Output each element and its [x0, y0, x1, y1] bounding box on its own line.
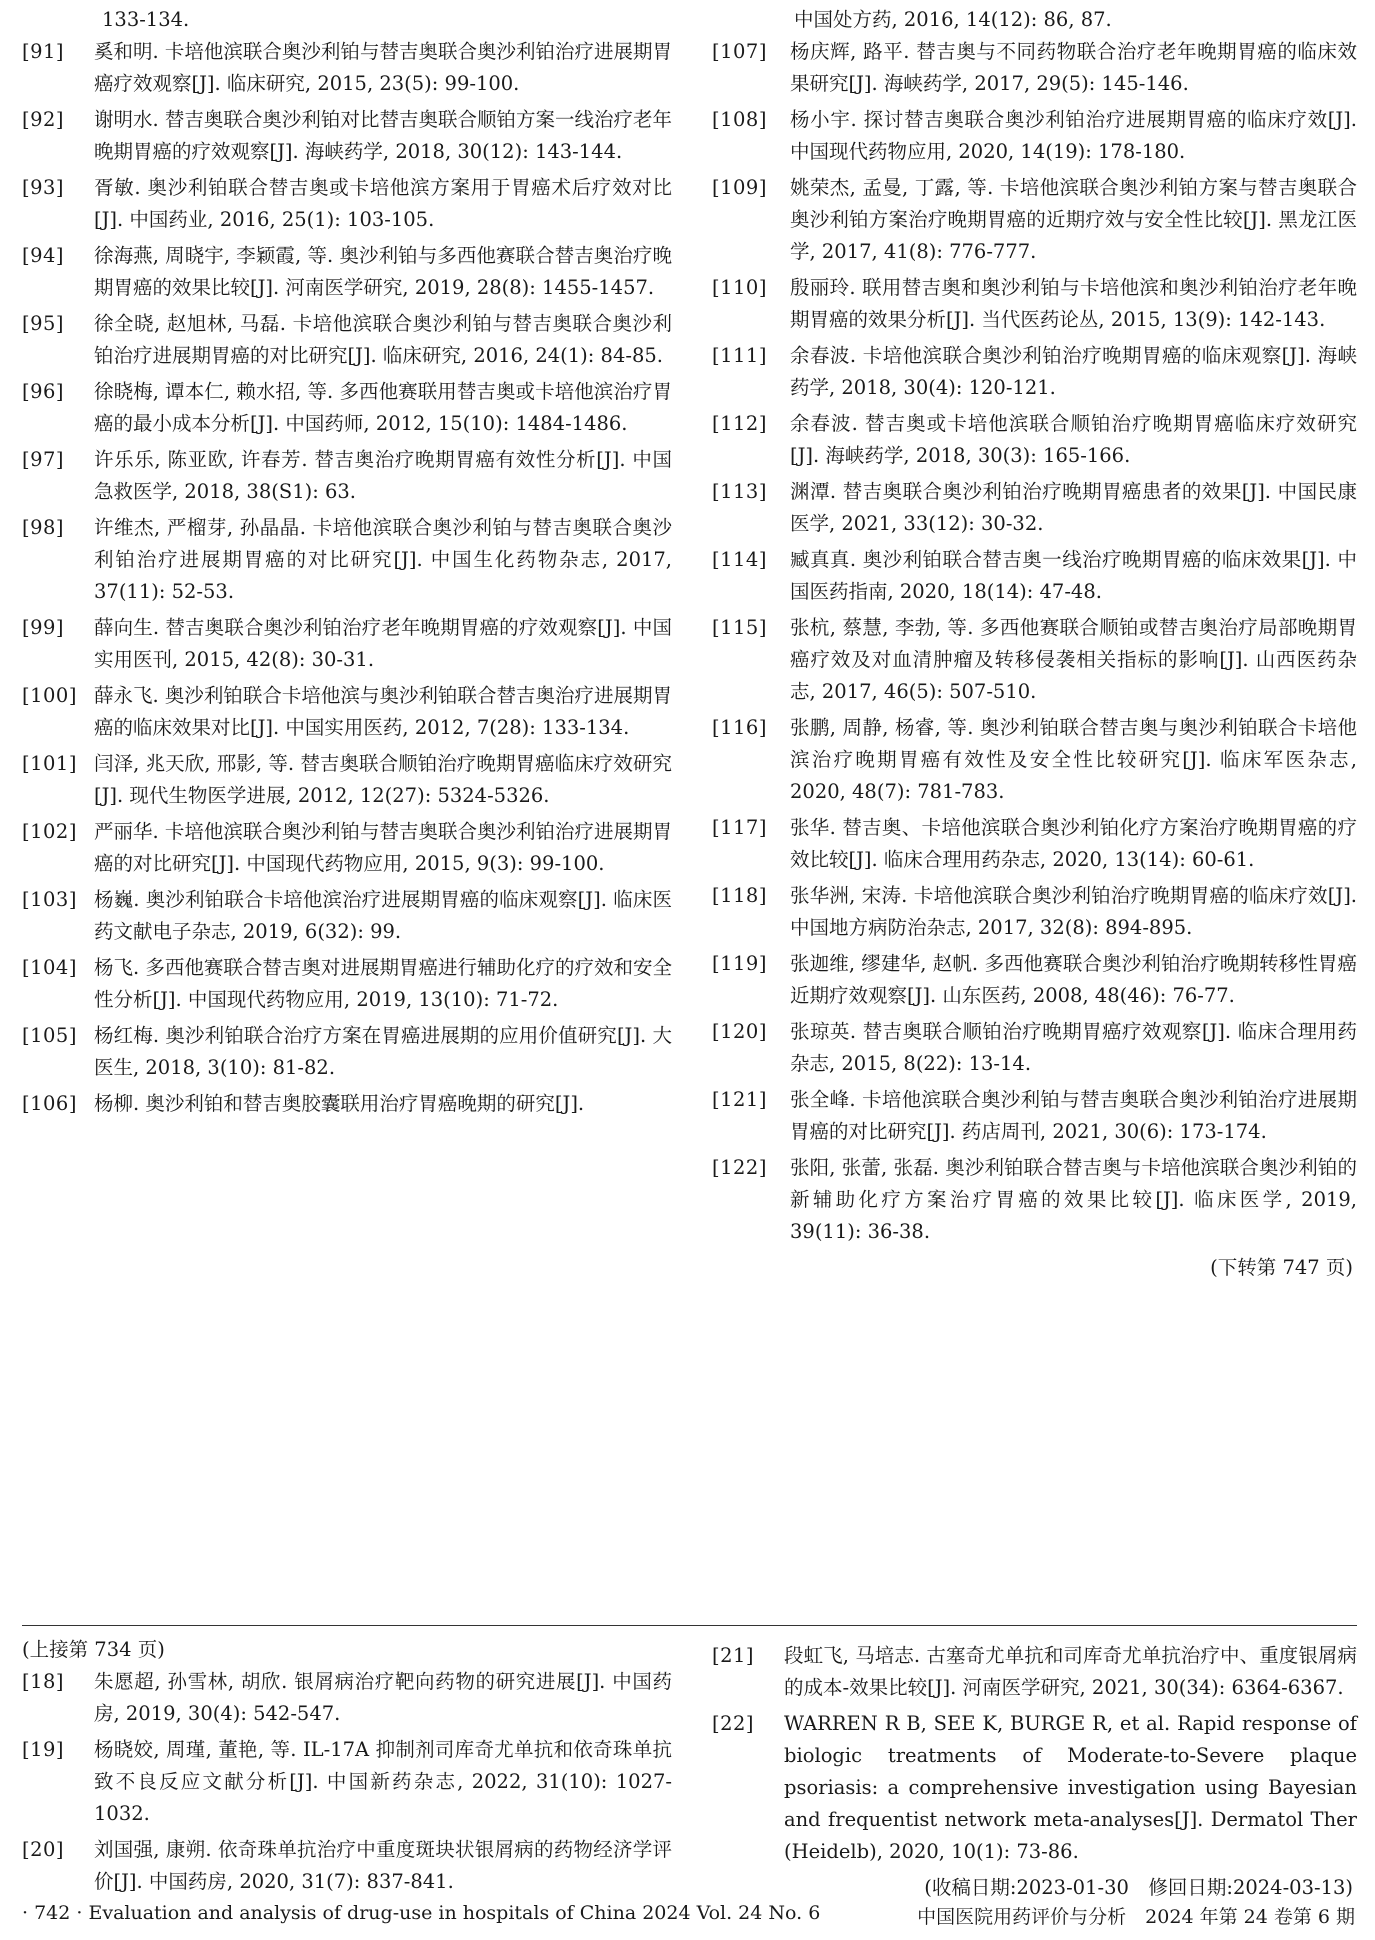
reference-item — [712, 272, 1357, 336]
reference-number: [94] — [22, 244, 65, 267]
reference-item — [22, 816, 672, 880]
references-column-bottom-left — [22, 1634, 672, 1902]
references-column-right — [712, 4, 1357, 1284]
reference-text: 朱愿超, 孙雪林, 胡欣. 银屑病治疗靶向药物的研究进展[J]. 中国药房, 2019, 30(4): 542-547. — [94, 1670, 672, 1725]
reference-item — [712, 544, 1357, 608]
section-divider — [22, 1625, 1357, 1626]
reference-item — [22, 748, 672, 812]
reference-number: [109] — [712, 176, 767, 199]
reference-number: [99] — [22, 616, 65, 639]
reference-item — [712, 880, 1357, 944]
reference-item — [712, 1640, 1357, 1704]
reference-item — [22, 952, 672, 1016]
reference-number: [108] — [712, 108, 767, 131]
reference-number: [119] — [712, 952, 767, 975]
reference-number: [111] — [712, 344, 767, 367]
reference-text: 奚和明. 卡培他滨联合奥沙利铂与替吉奥联合奥沙利铂治疗进展期胃癌疗效观察[J]. 临床研究, 2015, 23(5): 99-100. — [94, 40, 672, 95]
reference-item — [22, 36, 672, 100]
reference-list — [712, 1640, 1357, 1868]
reference-number: [110] — [712, 276, 767, 299]
reference-text: 薛向生. 替吉奥联合奥沙利铂治疗老年晚期胃癌的疗效观察[J]. 中国实用医刊, 2015, 42(8): 30-31. — [94, 616, 672, 671]
reference-text: 渊潭. 替吉奥联合奥沙利铂治疗晚期胃癌患者的效果[J]. 中国民康医学, 2021, 33(12): 30-32. — [790, 480, 1357, 535]
reference-item — [712, 1152, 1357, 1248]
reference-item — [22, 680, 672, 744]
reference-text: 严丽华. 卡培他滨联合奥沙利铂与替吉奥联合奥沙利铂治疗进展期胃癌的对比研究[J]. 中国现代药物应用, 2015, 9(3): 99-100. — [94, 820, 672, 875]
reference-item — [22, 172, 672, 236]
reference-number: [120] — [712, 1020, 767, 1043]
reference-number: [112] — [712, 412, 767, 435]
reference-text: 薛永飞. 奥沙利铂联合卡培他滨与奥沙利铂联合替吉奥治疗进展期胃癌的临床效果对比[J]. 中国实用医药, 2012, 7(28): 133-134. — [94, 684, 672, 739]
reference-text: 姚荣杰, 孟曼, 丁露, 等. 卡培他滨联合奥沙利铂方案与替吉奥联合奥沙利铂方案治疗晚期胃癌的近期疗效与安全性比较[J]. 黑龙江医学, 2017, 41(8): 776-777. — [790, 176, 1357, 263]
reference-item — [712, 340, 1357, 404]
reference-number: [122] — [712, 1156, 767, 1179]
reference-item — [712, 1708, 1357, 1868]
reference-text: 臧真真. 奥沙利铂联合替吉奥一线治疗晚期胃癌的临床效果[J]. 中国医药指南, 2020, 18(14): 47-48. — [790, 548, 1357, 603]
reference-item — [22, 444, 672, 508]
reference-item — [712, 948, 1357, 1012]
reference-text: 杨晓姣, 周瑾, 董艳, 等. IL-17A 抑制剂司库奇尤单抗和依奇珠单抗致不良反应文献分析[J]. 中国新药杂志, 2022, 31(10): 1027-1032. — [94, 1738, 672, 1825]
reference-number: [113] — [712, 480, 767, 503]
reference-number: [91] — [22, 40, 65, 63]
reference-text: 徐海燕, 周晓宇, 李颖霞, 等. 奥沙利铂与多西他赛联合替吉奥治疗晚期胃癌的效果比较[J]. 河南医学研究, 2019, 28(8): 1455-1457. — [94, 244, 672, 299]
reference-number: [107] — [712, 40, 767, 63]
reference-text: 段虹飞, 马培志. 古塞奇尤单抗和司库奇尤单抗治疗中、重度银屑病的成本-效果比较[J]. 河南医学研究, 2021, 30(34): 6364-6367. — [784, 1644, 1357, 1699]
reference-number: [101] — [22, 752, 77, 775]
reference-number: [100] — [22, 684, 77, 707]
reference-text: 杨巍. 奥沙利铂联合卡培他滨治疗进展期胃癌的临床观察[J]. 临床医药文献电子杂志, 2019, 6(32): 99. — [94, 888, 672, 943]
reference-text: 徐晓梅, 谭本仁, 赖水招, 等. 多西他赛联用替吉奥或卡培他滨治疗胃癌的最小成本分析[J]. 中国药师, 2012, 15(10): 1484-1486. — [94, 380, 672, 435]
reference-text: 杨飞. 多西他赛联合替吉奥对进展期胃癌进行辅助化疗的疗效和安全性分析[J]. 中国现代药物应用, 2019, 13(10): 71-72. — [94, 956, 672, 1011]
reference-item — [712, 172, 1357, 268]
reference-item — [712, 612, 1357, 708]
reference-number: [121] — [712, 1088, 767, 1111]
reference-text: 许乐乐, 陈亚欧, 许春芳. 替吉奥治疗晚期胃癌有效性分析[J]. 中国急救医学, 2018, 38(S1): 63. — [94, 448, 672, 503]
continuation-text: 中国处方药, 2016, 14(12): 86, 87. — [794, 8, 1112, 31]
references-column-bottom-right — [712, 1640, 1357, 1904]
reference-number: [21] — [712, 1644, 755, 1667]
reference-item — [712, 712, 1357, 808]
reference-text: 徐全晓, 赵旭林, 马磊. 卡培他滨联合奥沙利铂与替吉奥联合奥沙利铂治疗进展期胃癌的对比研究[J]. 临床研究, 2016, 24(1): 84-85. — [94, 312, 672, 367]
reference-number: [115] — [712, 616, 767, 639]
reference-number: [102] — [22, 820, 77, 843]
reference-text: 殷丽玲. 联用替吉奥和奥沙利铂与卡培他滨和奥沙利铂治疗老年晚期胃癌的效果分析[J]. 当代医药论丛, 2015, 13(9): 142-143. — [790, 276, 1357, 331]
reference-number: [19] — [22, 1738, 65, 1761]
reference-item — [22, 1666, 672, 1730]
reference-item — [22, 1088, 672, 1120]
reference-text: 谢明水. 替吉奥联合奥沙利铂对比替吉奥联合顺铂方案一线治疗老年晚期胃癌的疗效观察[J]. 海峡药学, 2018, 30(12): 143-144. — [94, 108, 672, 163]
continued-note: (下转第 747 页) — [1210, 1256, 1353, 1279]
reference-item — [22, 512, 672, 608]
reference-item — [712, 1084, 1357, 1148]
reference-item — [712, 36, 1357, 100]
reference-list — [22, 36, 672, 1120]
reference-item — [22, 1834, 672, 1898]
reference-number: [18] — [22, 1670, 65, 1693]
reference-text: 张迦维, 缪建华, 赵帆. 多西他赛联合奥沙利铂治疗晚期转移性胃癌近期疗效观察[J]. 山东医药, 2008, 48(46): 76-77. — [790, 952, 1357, 1007]
reference-number: [103] — [22, 888, 77, 911]
continuation-text: 133-134. — [102, 8, 190, 31]
reference-number: [116] — [712, 716, 767, 739]
continued-from-note: (上接第 734 页) — [22, 1638, 165, 1661]
reference-text: 张阳, 张蕾, 张磊. 奥沙利铂联合替吉奥与卡培他滨联合奥沙利铂的新辅助化疗方案治疗胃癌的效果比较[J]. 临床医学, 2019, 39(11): 36-38. — [790, 1156, 1357, 1243]
reference-text: 张全峰. 卡培他滨联合奥沙利铂与替吉奥联合奥沙利铂治疗进展期胃癌的对比研究[J]. 药店周刊, 2021, 30(6): 173-174. — [790, 1088, 1357, 1143]
received-revised-dates: (收稿日期:2023-01-30 修回日期:2024-03-13) — [924, 1876, 1353, 1899]
reference-item — [712, 1016, 1357, 1080]
reference-number: [114] — [712, 548, 767, 571]
reference-number: [20] — [22, 1838, 65, 1861]
reference-number: [117] — [712, 816, 767, 839]
reference-item — [712, 812, 1357, 876]
reference-list — [22, 1666, 672, 1898]
reference-text: 杨庆辉, 路平. 替吉奥与不同药物联合治疗老年晚期胃癌的临床效果研究[J]. 海峡药学, 2017, 29(5): 145-146. — [790, 40, 1357, 95]
reference-number: [93] — [22, 176, 65, 199]
reference-item — [22, 612, 672, 676]
reference-item — [712, 104, 1357, 168]
reference-text: 张杭, 蔡慧, 李勃, 等. 多西他赛联合顺铂或替吉奥治疗局部晚期胃癌疗效及对血清肿瘤及转移侵袭相关指标的影响[J]. 山西医药杂志, 2017, 46(5): 507-510. — [790, 616, 1357, 703]
reference-item — [22, 104, 672, 168]
reference-item — [22, 1734, 672, 1830]
reference-number: [96] — [22, 380, 65, 403]
reference-number: [118] — [712, 884, 767, 907]
reference-text: 闫泽, 兆天欣, 邢影, 等. 替吉奥联合顺铂治疗晚期胃癌临床疗效研究[J]. 现代生物医学进展, 2012, 12(27): 5324-5326. — [94, 752, 672, 807]
reference-number: [105] — [22, 1024, 77, 1047]
reference-item — [22, 376, 672, 440]
reference-text: 张鹏, 周静, 杨睿, 等. 奥沙利铂联合替吉奥与奥沙利铂联合卡培他滨治疗晚期胃癌有效性及安全性比较研究[J]. 临床军医杂志, 2020, 48(7): 781-783. — [790, 716, 1357, 803]
footer-journal-en: · 742 · Evaluation and analysis of drug-use in hospitals of China 2024 Vol. 24 No. 6 — [22, 1902, 821, 1924]
reference-item — [712, 408, 1357, 472]
reference-text: 张琼英. 替吉奥联合顺铂治疗晚期胃癌疗效观察[J]. 临床合理用药杂志, 2015, 8(22): 13-14. — [790, 1020, 1357, 1075]
reference-text: 余春波. 卡培他滨联合奥沙利铂治疗晚期胃癌的临床观察[J]. 海峡药学, 2018, 30(4): 120-121. — [790, 344, 1357, 399]
reference-item — [22, 1020, 672, 1084]
reference-number: [98] — [22, 516, 65, 539]
reference-text: 许维杰, 严榴芽, 孙晶晶. 卡培他滨联合奥沙利铂与替吉奥联合奥沙利铂治疗进展期胃癌的对比研究[J]. 中国生化药物杂志, 2017, 37(11): 52-53. — [94, 516, 672, 603]
footer-journal-cn: 中国医院用药评价与分析 2024 年第 24 卷第 6 期 — [917, 1906, 1355, 1928]
reference-number: [22] — [712, 1712, 755, 1735]
reference-text: 刘国强, 康朔. 依奇珠单抗治疗中重度斑块状银屑病的药物经济学评价[J]. 中国药房, 2020, 31(7): 837-841. — [94, 1838, 672, 1893]
reference-number: [97] — [22, 448, 65, 471]
reference-text: 张华. 替吉奥、卡培他滨联合奥沙利铂化疗方案治疗晚期胃癌的疗效比较[J]. 临床合理用药杂志, 2020, 13(14): 60-61. — [790, 816, 1357, 871]
reference-text: 杨柳. 奥沙利铂和替吉奥胶囊联用治疗胃癌晚期的研究[J]. — [94, 1092, 585, 1115]
reference-number: [104] — [22, 956, 77, 979]
reference-text: 杨小宇. 探讨替吉奥联合奥沙利铂治疗进展期胃癌的临床疗效[J]. 中国现代药物应用, 2020, 14(19): 178-180. — [790, 108, 1357, 163]
reference-text: 余春波. 替吉奥或卡培他滨联合顺铂治疗晚期胃癌临床疗效研究[J]. 海峡药学, 2018, 30(3): 165-166. — [790, 412, 1357, 467]
references-column-left — [22, 4, 672, 1124]
reference-text: WARREN R B, SEE K, BURGE R, et al. Rapid response of biologic treatments of Moderate-to-Severe plaque psoriasis: a comprehensive investigation using Bayesian and frequentist network meta-analyses[J]. Dermatol Ther (Heidelb), 2020, 10(1): 73-86. — [784, 1712, 1357, 1863]
reference-number: [92] — [22, 108, 65, 131]
reference-item — [22, 308, 672, 372]
reference-text: 张华洲, 宋涛. 卡培他滨联合奥沙利铂治疗晚期胃癌的临床疗效[J]. 中国地方病防治杂志, 2017, 32(8): 894-895. — [790, 884, 1357, 939]
reference-text: 胥敏. 奥沙利铂联合替吉奥或卡培他滨方案用于胃癌术后疗效对比[J]. 中国药业, 2016, 25(1): 103-105. — [94, 176, 672, 231]
reference-item — [22, 240, 672, 304]
reference-text: 杨红梅. 奥沙利铂联合治疗方案在胃癌进展期的应用价值研究[J]. 大医生, 2018, 3(10): 81-82. — [94, 1024, 672, 1079]
reference-number: [95] — [22, 312, 65, 335]
reference-list — [712, 36, 1357, 1248]
reference-number: [106] — [22, 1092, 77, 1115]
reference-item — [712, 476, 1357, 540]
reference-item — [22, 884, 672, 948]
